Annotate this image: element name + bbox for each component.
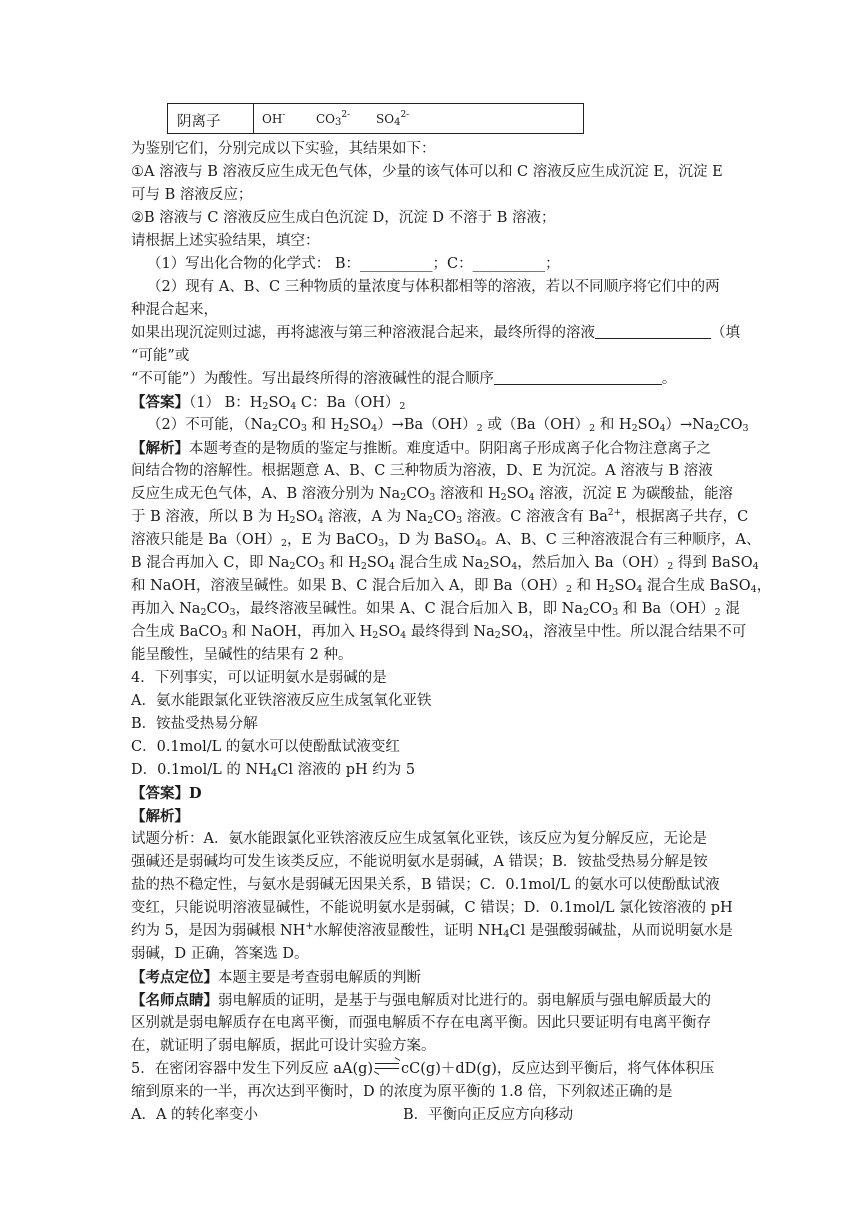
ion-co3: $CO_3^{2-}$ [316,110,351,128]
analysis-line: 合生成 BaCO$_3$ 和 NaOH，再加入 $H_2SO_4$ 最终得到 $Na_2SO_4$，溶液呈中性。所以混合结果不可 [131,624,747,641]
analysis-line: B 混合再加入 C，即 $Na_2CO_3$ 和 $H_2SO_4$ 混合生成 $Na_2SO_4$，然后加入 $Ba(OH)_2$ 得到 BaSO$_4$ [131,555,759,572]
analysis-tag: 【解析】 [131,808,189,825]
explanation-line: 约为 5，是因为弱碱根 NH+水解使溶液显酸性，证明 $NH_4Cl$ 是强酸弱碱盐，从而说明氨水是 [131,921,733,940]
part-2-question-cont: 种混合起来， [131,302,218,318]
ion-oh: OH- [262,110,286,126]
part-2-question-cont: 如果出现沉淀则过滤，再将滤液与第三种溶液混合起来，最终所得的溶液 （填 [131,325,740,341]
explanation-line: 弱碱，D 正确，答案选 D。 [131,946,309,962]
option-d: D．0.1mol/L 的 $NH_4Cl$ 溶液的 pH 约为 5 [131,762,416,779]
part-1-question: （1）写出化合物的化学式： B：__________；C：__________； [147,256,560,272]
q5-option-b: B．平衡向正反应方向移动 [403,1107,574,1123]
teacher-note-line: 【名师点睛】弱电解质的证明，是基于与强电解质对比进行的。弱电解质与强电解质最大的 [131,992,711,1009]
question-5-stem: 5．在密闭容器中发生下列反应 aA(g) cC(g)＋dD(g)，反应达到平衡后，将气体体积压 [131,1059,714,1080]
analysis-line: 于 B 溶液，所以 B 为 $H_2SO_4$ 溶液，A 为 $Na_2CO_3$ 溶液。C 溶液含有 $Ba^{2+}$，根据离子共存，C [131,508,749,526]
analysis-line: 【解析】本题考查的是物质的鉴定与推断。难度适中。阴阳离子形成离子化合物注意离子之 [131,440,711,457]
analysis-line: 和 NaOH，溶液呈碱性。如果 B、C 混合后加入 A，即 $Ba(OH)_2$ 和 $H_2SO_4$ 混合生成 BaSO$_4$， [131,578,772,595]
explanation-line: 变红，只能说明溶液显碱性，不能说明氨水是弱碱，C 错误；D．0.1mol/L 氯化铵溶液的 pH [131,900,733,916]
analysis-line: 能呈酸性，呈碱性的结果有 2 种。 [131,647,353,663]
question-5-stem-cont: 缩到原来的一半，再次达到平衡时，D 的浓度为原平衡的 1.8 倍，下列叙述正确的是 [131,1084,673,1100]
analysis-line: 溶液只能是 $Ba(OH)_2$，E 为 BaCO$_3$，D 为 BaSO$_4$。A、B、C 三种溶液混合有三种顺序，A、 [131,532,761,549]
question-4-stem: 4．下列事实，可以证明氨水是弱碱的是 [131,670,387,686]
part-2-question-cont: “不可能”）为酸性。写出最终所得的溶液碱性的混合顺序 。 [131,371,677,387]
part-2-question: （2）现有 A、B、C 三种物质的量浓度与体积都相等的溶液，若以不同顺序将它们中的两 [147,279,720,295]
experiment-1-cont: 可与 B 溶液反应； [131,187,253,203]
ion-so4: $SO_4^{2-}$ [376,110,410,128]
answer-tag: 【答案】D [131,785,202,802]
answer-2: （2）不可能，（$Na_2CO_3$ 和 $H_2SO_4)\to Ba(OH)_2$ 或（$Ba(OH)_2$ 和 $H_2SO_4)\to Na_2CO_3$ [147,417,749,434]
option-c: C．0.1mol/L 的氨水可以使酚酞试液变红 [131,739,400,755]
explanation-line: 强碱还是弱碱均可发生该类反应，不能说明氨水是弱碱，A 错误；B．铵盐受热易分解是铵 [131,854,708,870]
anion-table-row [167,103,584,134]
anion-values [254,104,409,133]
experiment-1: ①A 溶液与 B 溶液反应生成无色气体，少量的该气体可以和 C 溶液反应生成沉淀 E，沉淀 E [131,164,723,180]
analysis-line: 反应生成无色气体，A、B 溶液分别为 $Na_2CO_3$ 溶液和 $H_2SO_4$ 溶液，沉淀 E 为碳酸盐，能溶 [131,486,733,503]
explanation-line: 盐的热不稳定性，与氨水是弱碱无因果关系，B 错误；C．0.1mol/L 的氨水可以使酚酞试液 [131,877,720,893]
equilibrium-arrow-icon [373,1061,401,1071]
teacher-note-line: 区别就是弱电解质存在电离平衡，而强电解质不存在电离平衡。因此只要证明有电离平衡存 [131,1015,711,1031]
analysis-line: 再加入 $Na_2CO_3$，最终溶液呈碱性。如果 A、C 混合后加入 B，即 $Na_2CO_3$ 和 $Ba(OH)_2$ 混 [131,601,740,618]
fill-instruction: 请根据上述实验结果，填空： [131,233,320,249]
intro-line: 为鉴别它们，分别完成以下实验，其结果如下： [131,141,436,157]
q5-option-a: A．A 的转化率变小 [131,1107,259,1123]
key-point-line: 【考点定位】本题主要是考查弱电解质的判断 [131,969,421,986]
answer-1: 【答案】（1） B：$H_2SO_4$ C：$Ba(OH)_2$ [131,394,406,412]
part-2-question-cont: “可能”或 [131,348,190,364]
explanation-line: 试题分析：A．氨水能跟氯化亚铁溶液反应生成氢氧化亚铁，该反应为复分解反应，无论是 [131,831,707,847]
option-b: B．铵盐受热易分解 [131,716,258,732]
option-a: A．氨水能跟氯化亚铁溶液反应生成氢氧化亚铁 [131,693,432,709]
anion-header: 阴离子 [168,104,254,133]
analysis-line: 间结合物的溶解性。根据题意 A、B、C 三种物质为溶液，D、E 为沉淀。A 溶液与 B 溶液 [131,463,713,479]
experiment-2: ②B 溶液与 C 溶液反应生成白色沉淀 D，沉淀 D 不溶于 B 溶液； [131,210,556,226]
teacher-note-line: 在，就证明了弱电解质，据此可设计实验方案。 [131,1038,436,1054]
